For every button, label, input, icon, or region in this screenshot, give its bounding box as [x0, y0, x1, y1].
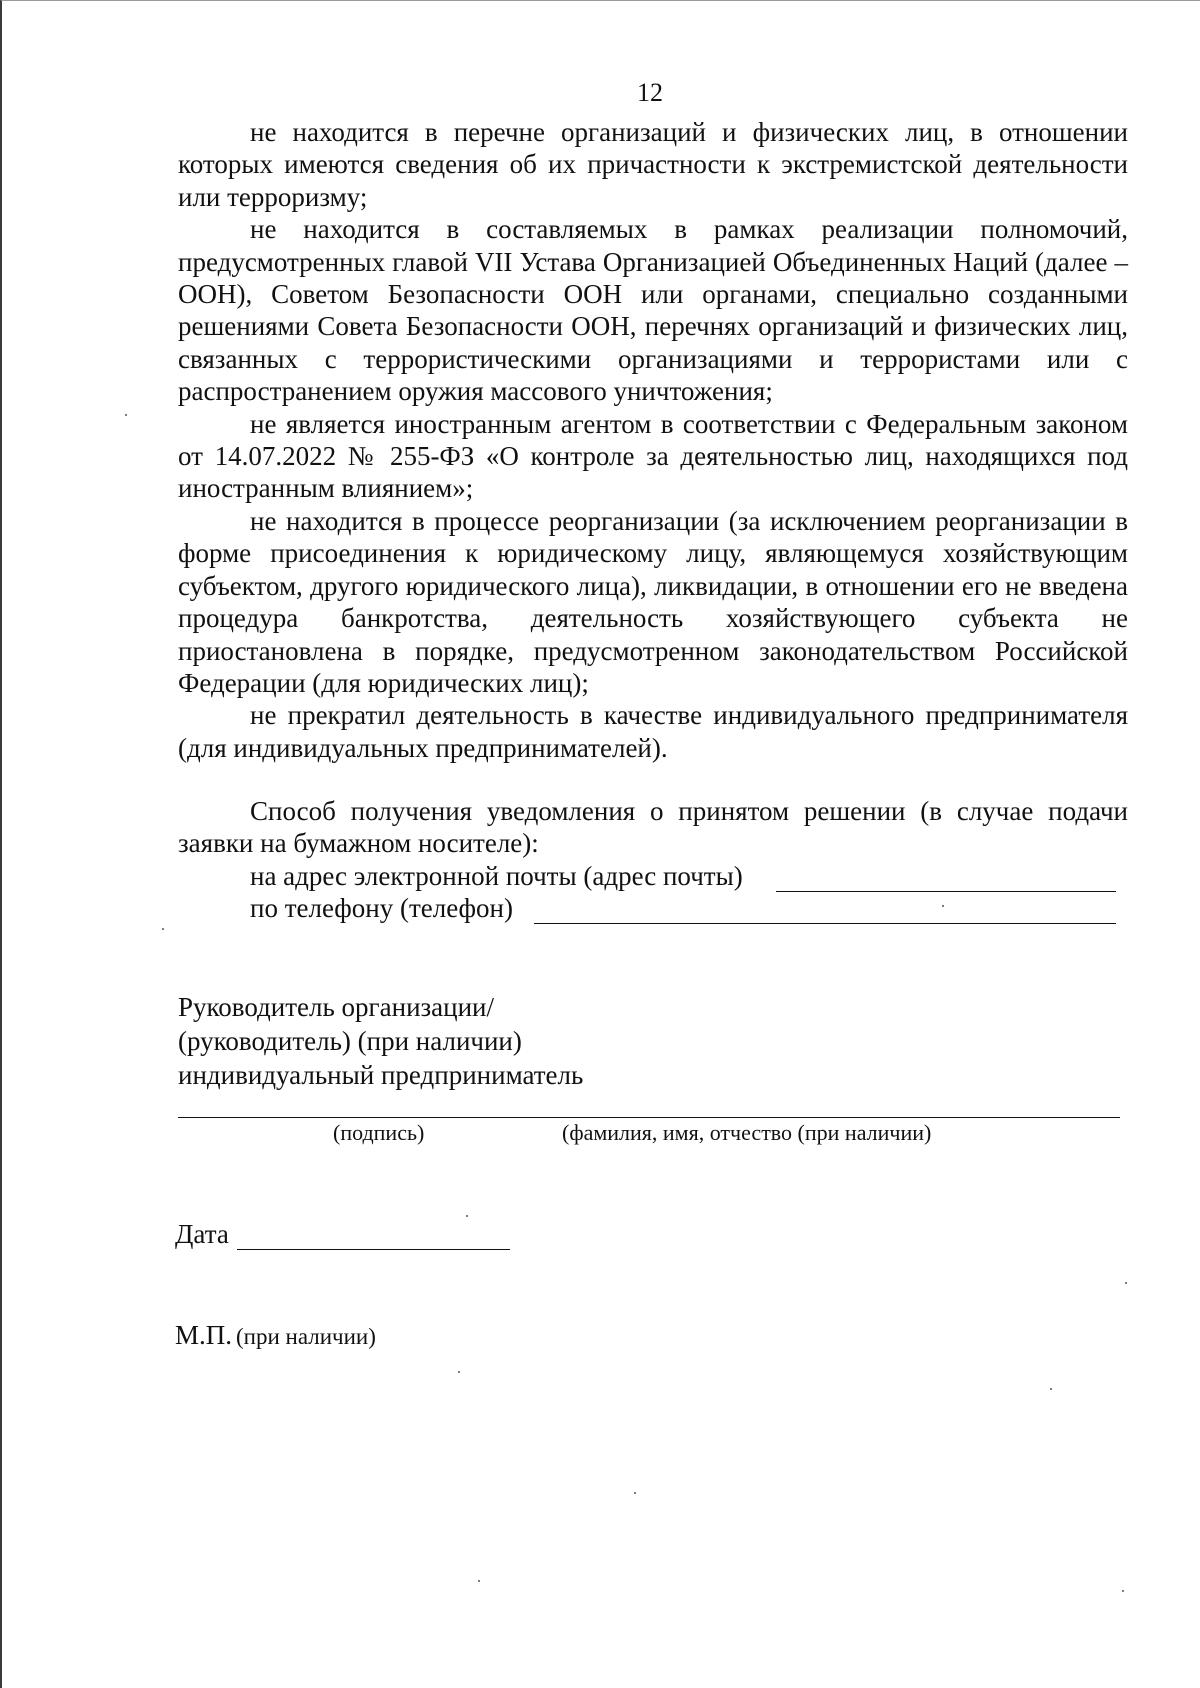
date-row [175, 1218, 229, 1250]
signer-line-3: индивидуальный предприниматель [178, 1060, 584, 1090]
signature-caption: (подпись) [333, 1120, 425, 1145]
signer-block [178, 990, 583, 1092]
signer-line-1: Руководитель организации/ [178, 992, 495, 1022]
conditions-text [178, 116, 1128, 764]
phone-blank-line[interactable] [534, 923, 1116, 924]
scan-speck [125, 414, 127, 416]
scan-speck [162, 928, 164, 930]
scan-speck [458, 1371, 460, 1373]
signer-line-2: (руководитель) (при наличии) [178, 1026, 522, 1056]
paragraph-foreign-agent: не является иностранным агентом в соответствии с Федеральным законом от 14.07.2022 № 255-ФЗ «О контроле за деятельностью лиц, находящихся под иностранным влиянием»; [178, 408, 1128, 504]
notice-method [178, 795, 1128, 860]
notice-intro: Способ получения уведомления о принятом решении (в случае подачи заявки на бумажном носителе): [178, 796, 1128, 859]
scan-speck [634, 1492, 636, 1494]
paragraph-un-lists: не находится в составляемых в рамках реализации полномочий, предусмотренных главой VII Устава Организацией Объединенных Наций (далее – ООН), Советом Безопасности ООН или органами, специально созданными решениями Совета Безопасности ООН, перечнях организаций и физических лиц, связанных с террористическими организациями и террористами или с распространением оружия массового уничтожения; [178, 214, 1128, 407]
stamp-row [175, 1320, 376, 1351]
scan-speck [1125, 1282, 1127, 1284]
paragraph-reorganization: не находится в процессе реорганизации (за исключением реорганизации в форме присоединения к юридическому лицу, являющемуся хозяйствующим субъектом, другого юридического лица), ликвидации, в отношении его не введена процедура банкротства, деятельность хозяйствующего субъекта не приостановлена в порядке, предусмотренном законодательством Российской Федерации (для юридических лиц); [178, 505, 1128, 698]
date-blank-line[interactable] [237, 1249, 510, 1250]
phone-label: по телефону (телефон) [250, 893, 513, 923]
email-row [250, 860, 743, 892]
signature-line[interactable] [178, 1117, 1120, 1118]
scan-speck [478, 1580, 480, 1582]
scan-speck [942, 905, 944, 907]
email-blank-line[interactable] [776, 891, 1116, 892]
scan-speck [1122, 1590, 1124, 1592]
paragraph-extremism: не находится в перечне организаций и физических лиц, в отношении которых имеются сведения об их причастности к экстремистской деятельности или терроризму; [178, 117, 1128, 212]
paragraph-entrepreneur: не прекратил деятельность в качестве индивидуального предпринимателя (для индивидуальных предпринимателей). [178, 700, 1128, 763]
scan-speck [1050, 1388, 1052, 1390]
page-number: 12 [637, 78, 663, 107]
date-label: Дата [175, 1219, 229, 1249]
phone-row [250, 892, 513, 924]
stamp-note: (при наличии) [236, 1324, 376, 1349]
email-label: на адрес электронной почты (адрес почты) [250, 861, 743, 891]
scan-speck [466, 1215, 468, 1217]
full-name-caption: (фамилия, имя, отчество (при наличии) [562, 1120, 932, 1145]
stamp-label: М.П. [175, 1320, 233, 1350]
